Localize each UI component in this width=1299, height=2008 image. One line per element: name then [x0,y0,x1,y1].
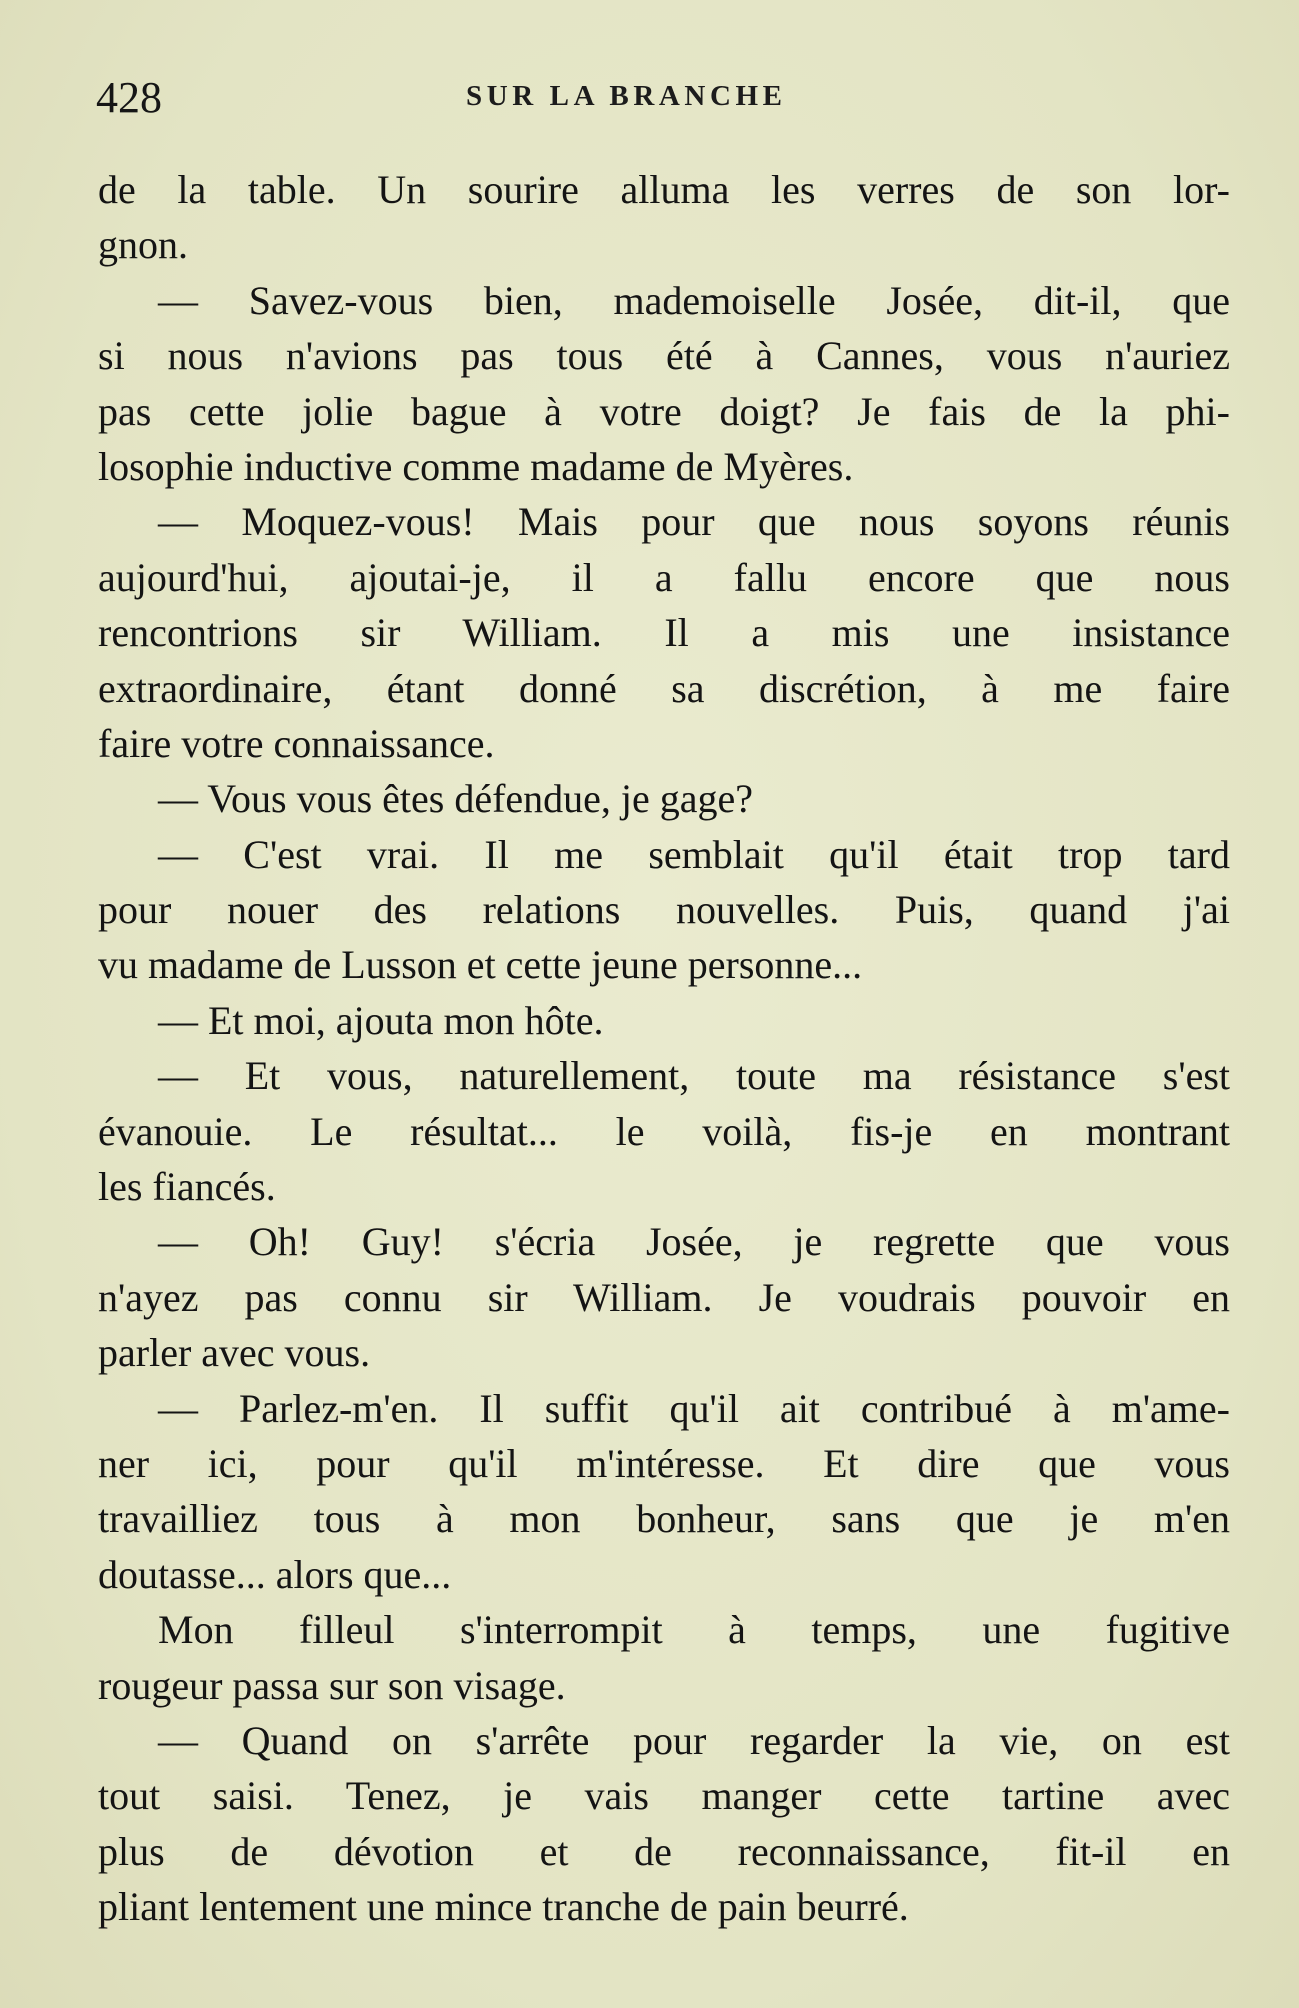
body-text [98,162,1230,1935]
text-line: rencontrions sir William. Il a mis une insistance [98,610,1230,656]
text-line: parler avec vous. [98,1330,371,1376]
running-head: SUR LA BRANCHE [466,80,787,112]
text-line: ner ici, pour qu'il m'intéresse. Et dire que vous [98,1440,1230,1486]
text-line: plus de dévotion et de reconnaissance, fit-il en [98,1828,1230,1874]
text-line: doutasse... alors que... [98,1551,452,1597]
text-line: faire votre connaissance. [98,720,495,766]
text-line: tout saisi. Tenez, je vais manger cette tartine avec [98,1773,1230,1819]
text-line: les fiancés. [98,1164,276,1210]
text-line: — Vous vous êtes défendue, je gage? [158,776,754,822]
page-number: 428 [96,73,162,122]
text-line: losophie inductive comme madame de Myères. [98,443,854,489]
text-line: rougeur passa sur son visage. [98,1662,566,1708]
text-line: aujourd'hui, ajoutai-je, il a fallu encore que nous [98,554,1230,600]
text-line: Mon filleul s'interrompit à temps, une fugitive [158,1607,1230,1653]
text-line: pliant lentement une mince tranche de pain beurré. [98,1884,909,1930]
text-line: travailliez tous à mon bonheur, sans que je m'en [98,1496,1230,1542]
page-header [0,72,1299,122]
text-line: gnon. [98,222,188,268]
text-line: n'ayez pas connu sir William. Je voudrais pouvoir en [98,1274,1230,1320]
text-line: — Moquez-vous! Mais pour que nous soyons réunis [158,499,1230,545]
text-line: vu madame de Lusson et cette jeune personne... [98,942,863,988]
text-line: — Oh! Guy! s'écria Josée, je regrette que vous [158,1219,1230,1265]
text-line: — Quand on s'arrête pour regarder la vie, on est [158,1717,1230,1763]
text-line: pour nouer des relations nouvelles. Puis, quand j'ai [98,887,1230,933]
text-line: pas cette jolie bague à votre doigt? Je fais de la phi- [98,388,1230,434]
text-line: si nous n'avions pas tous été à Cannes, vous n'auriez [98,333,1230,379]
text-line: — Et moi, ajouta mon hôte. [158,997,604,1043]
text-line: extraordinaire, étant donné sa discrétion, à me faire [98,665,1230,711]
text-line: de la table. Un sourire alluma les verres de son lor- [98,167,1230,212]
text-line: — Parlez-m'en. Il suffit qu'il ait contribué à m'ame- [158,1385,1230,1431]
text-line: évanouie. Le résultat... le voilà, fis-je en montrant [98,1108,1230,1154]
text-line: — Savez-vous bien, mademoiselle Josée, dit-il, que [158,277,1230,323]
text-line: — Et vous, naturellement, toute ma résistance s'est [158,1053,1230,1099]
text-line: — C'est vrai. Il me semblait qu'il était trop tard [158,831,1230,877]
